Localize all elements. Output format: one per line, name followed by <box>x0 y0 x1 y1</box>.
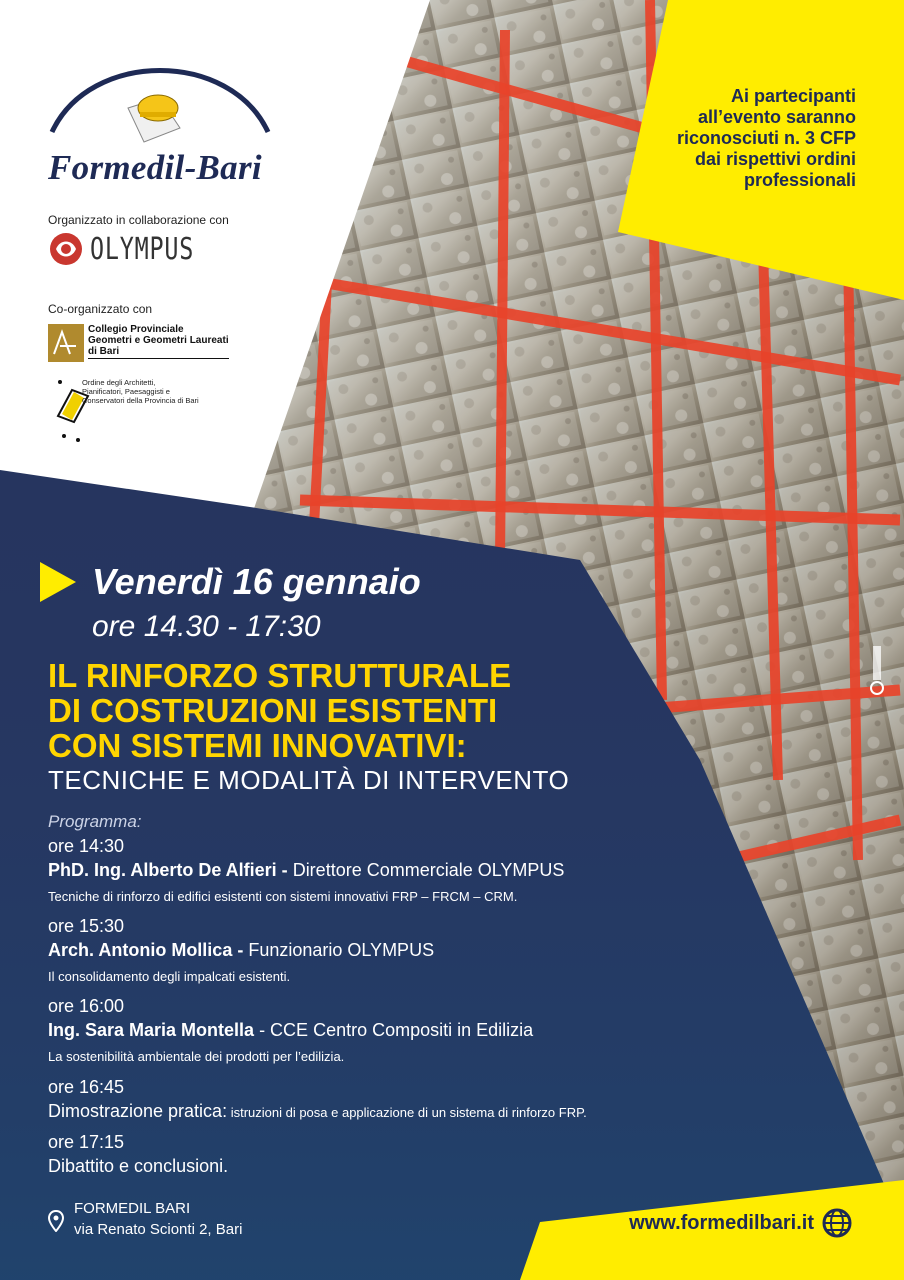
program-time-3: ore 16:00 <box>48 996 125 1016</box>
globe-icon <box>822 1208 852 1238</box>
website-url[interactable]: www.formedilbari.it <box>629 1211 814 1234</box>
program-time-4: ore 16:45 <box>48 1077 125 1097</box>
cfp-notice: Ai partecipanti all’evento saranno riconosciuti n. 3 CFP dai rispettivi ordini professionali <box>676 86 856 190</box>
collab-label: Organizzato in collaborazione con <box>48 213 229 227</box>
ordine-architetti-logo <box>52 376 199 451</box>
program-desc-3: La sostenibilità ambientale dei prodotti per l’edilizia. <box>48 1049 345 1064</box>
program-speaker-1: PhD. Ing. Alberto De Alfieri - Direttore Commerciale OLYMPUS <box>48 860 565 880</box>
location-address: via Renato Scionti 2, Bari <box>74 1221 243 1238</box>
event-title: IL RINFORZO STRUTTURALE DI COSTRUZIONI ESISTENTI CON SISTEMI INNOVATIVI: <box>48 657 512 764</box>
formedil-logo-text: Formedil-Bari <box>48 148 262 187</box>
program-speaker-4: Dimostrazione pratica: istruzioni di posa e applicazione di un sistema di rinforzo FRP. <box>48 1101 587 1121</box>
location-name: FORMEDIL BARI <box>74 1200 191 1217</box>
collegio-emblem-icon <box>48 324 84 362</box>
event-location <box>48 1198 242 1240</box>
event-date-row <box>38 560 421 604</box>
program-speaker-3: Ing. Sara Maria Montella - CCE Centro Compositi in Edilizia <box>48 1020 534 1040</box>
collegio-name: Collegio Provinciale Geometri e Geometri Laureati di Bari <box>88 324 229 357</box>
program-time-2: ore 15:30 <box>48 916 125 936</box>
event-date: Venerdì 16 gennaio <box>92 561 421 602</box>
program-time-5: ore 17:15 <box>48 1132 125 1152</box>
program-label: Programma: <box>48 812 142 831</box>
olympus-logo <box>48 231 223 267</box>
photo-credit-logo-icon <box>862 640 892 700</box>
ordine-name: Ordine degli Architetti, Pianificatori, Paesaggisti e Conservatori della Provincia di Bari <box>82 378 199 405</box>
program-speaker-2: Arch. Antonio Mollica - Funzionario OLYMPUS <box>48 940 435 960</box>
program-speaker-5: Dibattito e conclusioni. <box>48 1156 229 1176</box>
website-link[interactable] <box>629 1208 852 1238</box>
olympus-emblem-icon <box>48 231 84 267</box>
coorg-label: Co-organizzato con <box>48 302 153 316</box>
olympus-name: OLYMPUS <box>90 231 195 267</box>
collegio-logo <box>48 324 229 362</box>
location-pin-icon <box>48 1210 64 1232</box>
event-subtitle: TECNICHE E MODALITÀ DI INTERVENTO <box>48 765 570 795</box>
program-desc-1: Tecniche di rinforzo di edifici esistenti con sistemi innovativi FRP – FRCM – CRM. <box>48 889 518 904</box>
event-time: ore 14.30 - 17:30 <box>92 610 321 643</box>
program-time-1: ore 14:30 <box>48 836 125 856</box>
play-arrow-icon <box>38 560 78 604</box>
program-desc-2: Il consolidamento degli impalcati esistenti. <box>48 969 291 984</box>
